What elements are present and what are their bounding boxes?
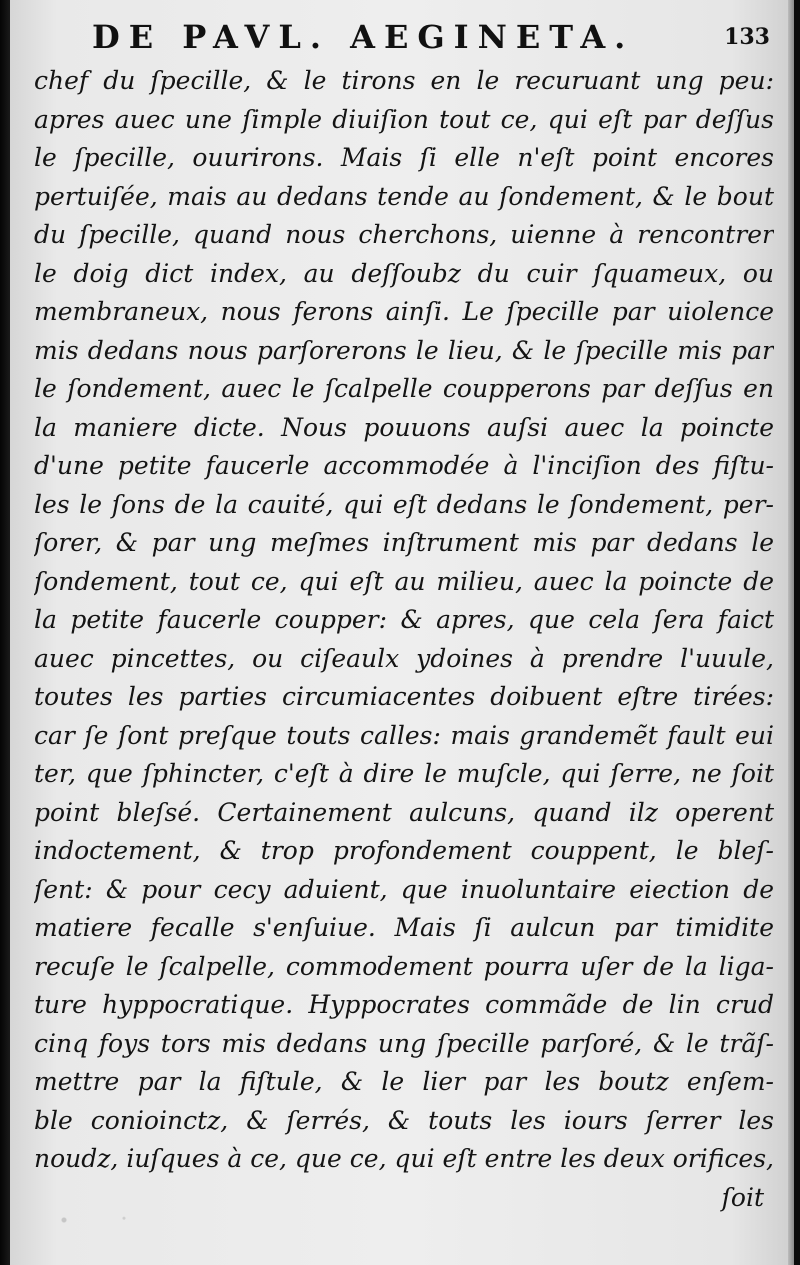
text-line: le ſondement, auec le ſcalpelle coupperons par deſſus en xyxy=(34,374,774,403)
text-line: la maniere dicte. Nous pouuons auſsi auec la poincte xyxy=(34,412,774,442)
text-line: la petite faucerle coupper: & apres, que cela ſera faict xyxy=(34,605,774,634)
text-line: mettre par la fiſtule, & le lier par les boutz enſem- xyxy=(34,1067,774,1096)
catchword: ſoit xyxy=(721,1182,764,1212)
text-line: noudz, iuſques à ce, que ce, qui eſt entre les deux orifices, xyxy=(34,1144,774,1173)
text-line: cinq foys tors mis dedans ung ſpecille parſoré, & le trãſ- xyxy=(34,1028,774,1058)
book-page xyxy=(10,0,794,1265)
text-line: ble conioinctz, & ſerrés, & touts les iours ſerrer les xyxy=(34,1105,774,1135)
text-line: recuſe le ſcalpelle, commodement pourra uſer de la liga- xyxy=(34,951,774,981)
text-line: chef du ſpecille, & le tirons en le recuruant ung peu: xyxy=(34,66,774,95)
text-line: point bleſsé. Certainement aulcuns, quand ilz operent xyxy=(34,797,774,827)
page-header xyxy=(10,14,794,64)
text-line: matiere fecalle s'enſuiue. Mais ſi aulcun par timidite xyxy=(34,913,774,942)
book-gutter-shadow xyxy=(0,0,10,1265)
text-line: ſondement, tout ce, qui eſt au milieu, auec la poincte de xyxy=(34,566,774,596)
text-line: auec pincettes, ou ciſeaulx ydoines à prendre l'uuule, xyxy=(34,643,774,673)
text-line: apres auec une ſimple diuiſion tout ce, qui eſt par deſſus xyxy=(34,104,774,134)
body-text xyxy=(34,62,774,1217)
text-line: car ſe ſont preſque touts calles: mais grandemẽt fault eui xyxy=(34,720,774,750)
text-line: ter, que ſphincter, c'eſt à dire le muſcle, qui ſerre, ne ſoit xyxy=(34,759,774,788)
page-number: 133 xyxy=(724,24,770,50)
page-edge xyxy=(788,0,794,1265)
text-line: indoctement, & trop profondement couppent, le bleſ- xyxy=(34,836,774,865)
text-line: pertuiſée, mais au dedans tende au ſondement, & le bout xyxy=(34,181,774,211)
text-line: mis dedans nous parſorerons le lieu, & le ſpecille mis par xyxy=(34,335,774,365)
text-line: membraneux, nous ferons ainſi. Le ſpecille par uiolence xyxy=(34,297,774,326)
text-line: le doig dict index, au deſſoubz du cuir ſquameux, ou xyxy=(34,258,774,288)
text-line: du ſpecille, quand nous cherchons, uienne à rencontrer xyxy=(34,220,774,249)
running-head: DE PAVL. AEGINETA. xyxy=(92,18,635,56)
text-line: d'une petite faucerle accommodée à l'inciſion des fiſtu- xyxy=(34,451,774,480)
text-line: ture hyppocratique. Hyppocrates commãde de lin crud xyxy=(34,990,774,1019)
ink-specks xyxy=(34,1211,184,1229)
text-line: ſorer, & par ung meſmes inſtrument mis par dedans le xyxy=(34,528,774,557)
text-line: ſent: & pour cecy aduient, que inuoluntaire eiection de xyxy=(34,874,774,904)
text-line: les le ſons de la cauité, qui eſt dedans le ſondement, per- xyxy=(34,489,774,519)
text-line: toutes les parties circumiacentes doibuent eſtre tirées: xyxy=(34,682,774,711)
text-line: le ſpecille, ouurirons. Mais ſi elle n'eſt point encores xyxy=(34,143,774,172)
